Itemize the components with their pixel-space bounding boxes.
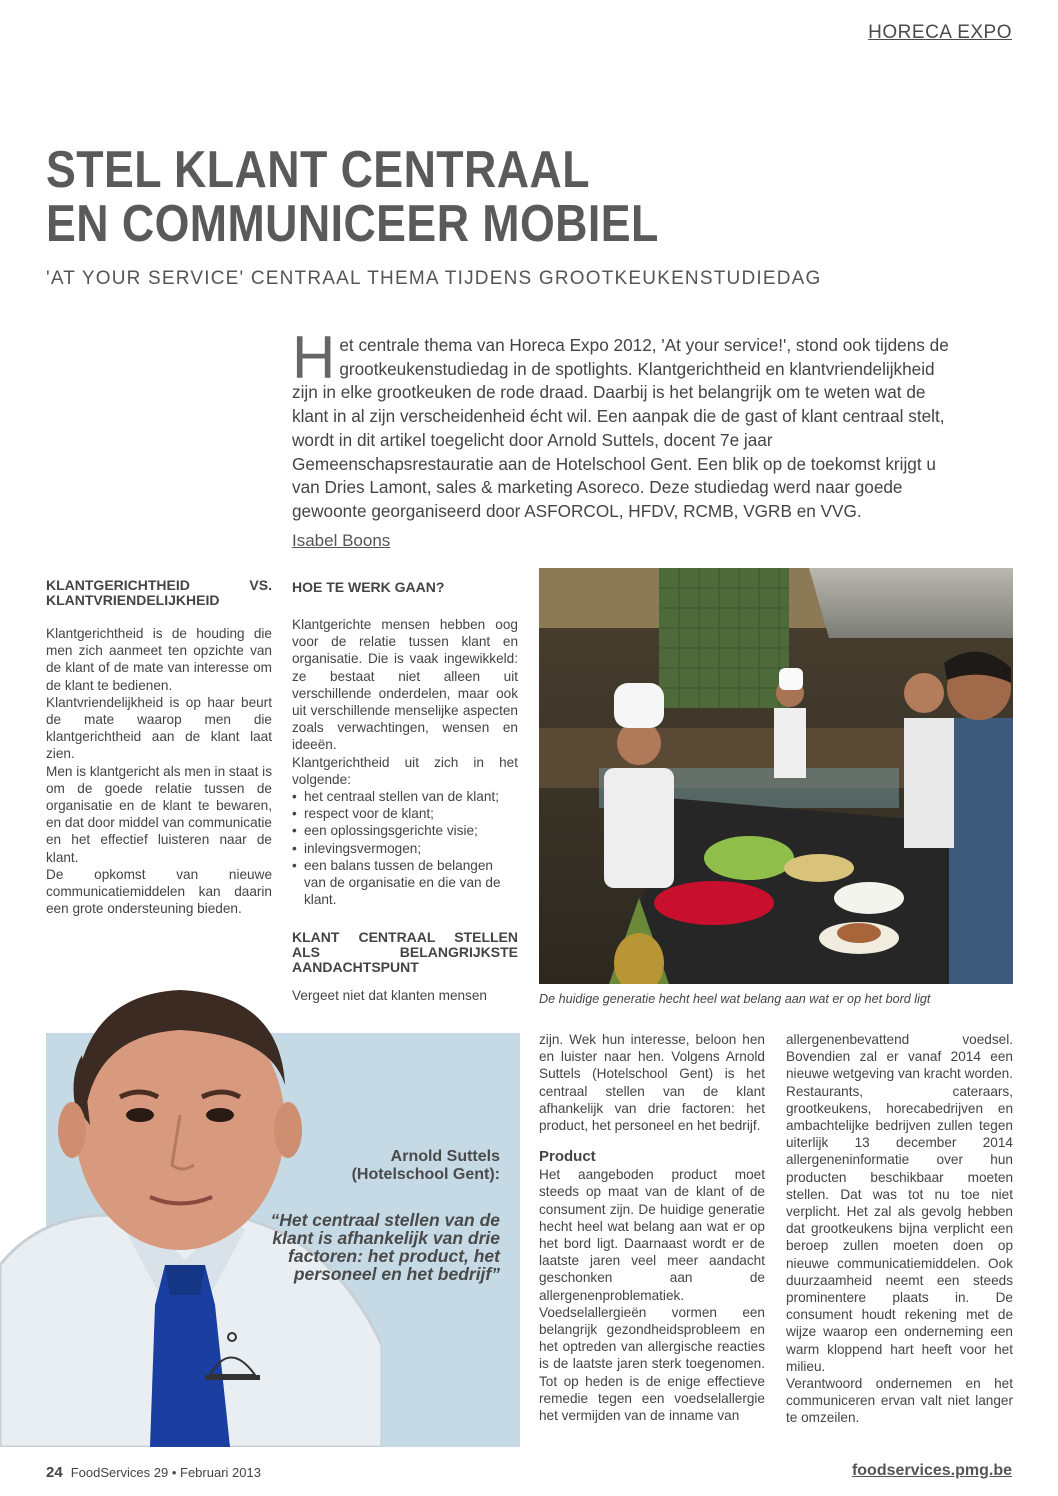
column-2 — [292, 580, 518, 1005]
list-item: • een oplossingsgerichte visie; — [292, 822, 518, 839]
bullet-list — [292, 788, 518, 908]
column-3 — [539, 1031, 765, 1424]
paragraph: Klantgerichte mensen hebben oog voor de relatie tussen klant en organisatie. Die is vaak ingewikkeld: ze bestaat niet alleen uit verschillende onderdelen, maar ook uit verschillende menselijke aspecten zoals verwachtingen, wensen en ideeën. — [292, 617, 518, 753]
footer-issue — [46, 1464, 261, 1481]
buffet-photo — [539, 568, 1013, 984]
title-line-1: STEL KLANT CENTRAAL — [46, 141, 590, 199]
product-heading: Product — [539, 1148, 596, 1166]
paragraph: Klantgerichtheid uit zich in het volgende: — [292, 754, 518, 787]
paragraph: Klantvriendelijkheid is op haar beurt de mate waarop men die klantgerichtheid aan de klant laat zien. — [46, 694, 272, 762]
article-lede — [292, 324, 952, 524]
list-item: • respect voor de klant; — [292, 805, 518, 822]
column-4 — [786, 1031, 1013, 1427]
list-item: • een balans tussen de belangen van de organisatie en die van de klant. — [292, 857, 518, 909]
author-byline: Isabel Boons — [292, 531, 391, 550]
paragraph: Het aangeboden product moet steeds op maat van de klant of de consument zijn. De huidige generatie hecht heel wat belang aan wat er op het bord ligt. Daarnaast wordt er de laatste jaren veel meer aandacht geschonken aan de allergenenproblematiek. Voedselallergieën vormen een belangrijk gezondheidsprobleem en het optreden van allergische reacties is de laatste jaren sterk toegenomen. Tot op heden is de enige effectieve remedie tegen een voedselallergie het vermijden van de inname van — [539, 1167, 765, 1424]
portrait-photo — [0, 965, 382, 1447]
issue-info: FoodServices 29 • Februari 2013 — [70, 1465, 261, 1480]
portrait-image — [0, 965, 382, 1447]
section-tag: HORECA EXPO — [868, 22, 1012, 43]
pull-quote-text: “Het centraal stellen van de klant is afhankelijk van drie factoren: het product, het personeel en het bedrijf” — [270, 1210, 500, 1284]
list-item: • het centraal stellen van de klant; — [292, 788, 518, 805]
paragraph: De opkomst van nieuwe communicatiemiddelen kan daarin een grote ondersteuning bieden. — [46, 866, 272, 917]
drop-cap: H — [292, 324, 336, 391]
paragraph: Men is klantgericht als men in staat is om de goede relatie tussen de organisatie en de klant te bewaren, en dat door middel van communicatie en het effectief luisteren naar de klant. — [46, 763, 272, 865]
column-2-heading: HOE TE WERK GAAN? — [292, 579, 445, 595]
paragraph: allergenenbevattend voedsel. Bovendien zal er vanaf 2014 een nieuwe wetgeving van kracht worden. Restaurants, cateraars, grootkeukens, horecabedrijven en ambachtelijke bedrijven zullen tegen uiterlijk 13 december 2014 allergeneninformatie over hun producten beschikbaar moeten stellen. Dat was tot nu toe niet verplicht. Het zal als gevolg hebben dat grootkeukens bijna verplicht een beroep zullen moeten doen op nieuwe communicatiemiddelen. Ook duurzaamheid neemt een steeds prominentere plaats in. De consument houdt rekening met de wijze waarop een onderneming een warm kloppend hart heeft voor het milieu. — [786, 1032, 1013, 1374]
quote-speaker — [300, 1148, 500, 1184]
article-subtitle: 'AT YOUR SERVICE' CENTRAAL THEMA TIJDENS GROOTKEUKENSTUDIEDAG — [46, 268, 822, 289]
page-number: 24 — [46, 1464, 63, 1481]
buffet-photo-image — [539, 568, 1013, 984]
list-item: • inlevingsvermogen; — [292, 840, 518, 857]
footer-website-link[interactable]: foodservices.pmg.be — [851, 1462, 1012, 1479]
paragraph: Vergeet niet dat klanten mensen — [292, 988, 487, 1004]
column-2-heading-2: KLANT CENTRAAL STELLEN ALS BELANGRIJKSTE AANDACHTSPUNT — [292, 929, 518, 976]
paragraph: Klantgerichtheid is de houding die men zich aanmeet ten opzichte van de klant of de mate van interesse om de klant te bedienen. — [46, 626, 272, 693]
quote-speaker-affiliation: (Hotelschool Gent): — [351, 1166, 500, 1183]
article-title — [46, 143, 820, 251]
column-1-heading: KLANTGERICHTHEID VS. KLANTVRIENDELIJKHEID — [46, 577, 272, 608]
title-line-2: EN COMMUNICEER MOBIEL — [46, 195, 659, 253]
photo-caption: De huidige generatie hecht heel wat belang aan wat er op het bord ligt — [539, 992, 931, 1006]
quote-speaker-name: Arnold Suttels — [390, 1148, 500, 1165]
lede-text: et centrale thema van Horeca Expo 2012, 'At your service!', stond ook tijdens de grootkeukenstudiedag in de spotlights. Klantgerichtheid en klantvriendelijkheid zijn in elke grootkeuken de rode draad. Daarbij is het belangrijk om te weten wat de klant in al zijn verscheidenheid écht wil. Een aanpak die de gast of klant centraal stelt, wordt in dit artikel toegelicht door Arnold Suttels, docent 7e jaar Gemeenschapsrestauratie aan de Hotelschool Gent. Een blik op de toekomst krijgt u van Dries Lamont, sales & marketing Asoreco. Deze studiedag werd naar goede gewoonte georganiseerd door ASFORCOL, HFDV, RCMB, VGRB en VVG. — [292, 335, 949, 521]
column-1 — [46, 578, 272, 917]
paragraph: Verantwoord ondernemen en het communiceren ervan valt niet langer te omzeilen. — [786, 1376, 1013, 1426]
paragraph: zijn. Wek hun interesse, beloon hen en luister naar hen. Volgens Arnold Suttels (Hotelschool Gent) is het centraal stellen van de klant afhankelijk van drie factoren: het product, het personeel en het bedrijf. — [539, 1032, 765, 1134]
